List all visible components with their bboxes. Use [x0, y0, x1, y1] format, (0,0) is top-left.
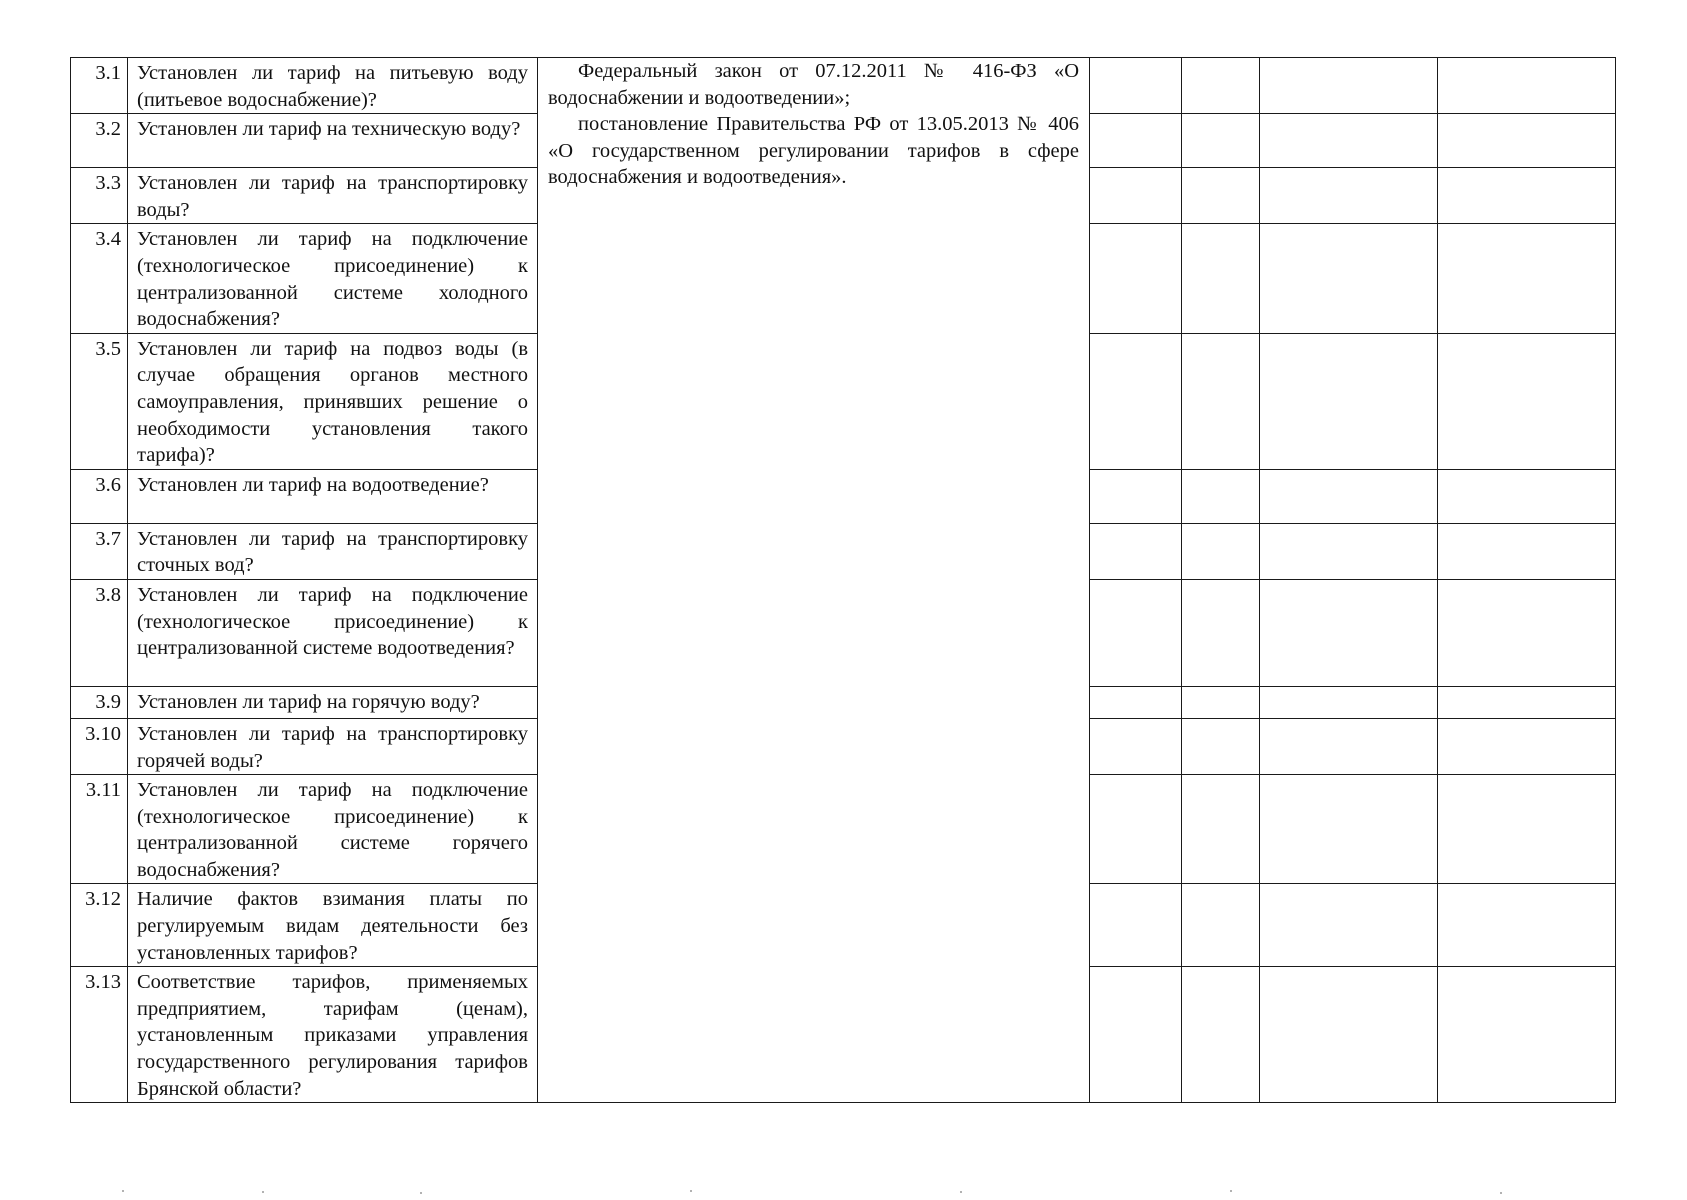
answer-cell	[1182, 775, 1260, 884]
answer-cell	[1438, 114, 1616, 168]
row-number: 3.5	[71, 333, 128, 469]
answer-cell	[1090, 967, 1182, 1103]
answer-cell	[1182, 686, 1260, 718]
answer-cell	[1438, 718, 1616, 774]
answer-cell	[1090, 224, 1182, 333]
answer-cell	[1260, 686, 1438, 718]
answer-cell	[1090, 884, 1182, 967]
row-question	[128, 114, 538, 168]
answer-cell	[1090, 58, 1182, 114]
answer-cell	[1260, 884, 1438, 967]
row-question-text: Установлен ли тариф на водоотведение?	[137, 473, 489, 496]
row-number: 3.8	[71, 579, 128, 686]
answer-cell	[1438, 58, 1616, 114]
row-question	[128, 686, 538, 718]
answer-cell	[1182, 523, 1260, 579]
answer-cell	[1182, 224, 1260, 333]
row-question-text: Наличие фактов взимания платы по регулируемым видам деятельности без установленных тарифов?	[137, 888, 528, 964]
row-question-text: Установлен ли тариф на подключение (технологическое присоединение) к централизованной системе водоотведения?	[137, 583, 528, 660]
scan-speck	[1230, 1190, 1232, 1192]
answer-cell	[1438, 333, 1616, 469]
row-question	[128, 967, 538, 1103]
row-number: 3.10	[71, 718, 128, 774]
scan-speck	[690, 1190, 692, 1192]
row-question	[128, 884, 538, 967]
scan-speck	[420, 1192, 422, 1194]
answer-cell	[1260, 224, 1438, 333]
row-number: 3.12	[71, 884, 128, 967]
legal-basis-paragraph: постановление Правительства РФ от 13.05.2013 № 406 «О государственном регулировании тарифов в сфере водоснабжения и водоотведения».	[548, 113, 1079, 189]
row-number: 3.9	[71, 686, 128, 718]
answer-cell	[1090, 168, 1182, 224]
row-question-text: Установлен ли тариф на горячую воду?	[137, 690, 480, 713]
checklist-table	[70, 57, 1616, 1103]
answer-cell	[1260, 718, 1438, 774]
answer-cell	[1182, 58, 1260, 114]
row-question	[128, 775, 538, 884]
answer-cell	[1090, 523, 1182, 579]
row-number: 3.13	[71, 967, 128, 1103]
row-question-text: Соответствие тарифов, применяемых предприятием, тарифам (ценам), установленным приказами управления государственного регулирования тарифов Брянской области?	[137, 971, 528, 1100]
answer-cell	[1090, 333, 1182, 469]
answer-cell	[1438, 686, 1616, 718]
row-number: 3.6	[71, 469, 128, 523]
scan-speck	[1500, 1192, 1502, 1194]
answer-cell	[1260, 469, 1438, 523]
answer-cell	[1260, 168, 1438, 224]
row-number: 3.11	[71, 775, 128, 884]
answer-cell	[1090, 718, 1182, 774]
answer-cell	[1090, 579, 1182, 686]
answer-cell	[1260, 333, 1438, 469]
legal-basis-paragraph: Федеральный закон от 07.12.2011 № 416-ФЗ «О водоснабжении и водоотведении»;	[548, 60, 1079, 109]
scan-speck	[122, 1190, 124, 1192]
answer-cell	[1182, 884, 1260, 967]
row-number: 3.4	[71, 224, 128, 333]
row-question	[128, 333, 538, 469]
answer-cell	[1090, 114, 1182, 168]
answer-cell	[1182, 168, 1260, 224]
scan-speck	[262, 1191, 264, 1193]
answer-cell	[1438, 224, 1616, 333]
answer-cell	[1182, 114, 1260, 168]
row-question-text: Установлен ли тариф на транспортировку сточных вод?	[137, 527, 528, 577]
row-question	[128, 523, 538, 579]
row-question	[128, 168, 538, 224]
row-question-text: Установлен ли тариф на транспортировку воды?	[137, 172, 528, 221]
answer-cell	[1182, 333, 1260, 469]
row-question-text: Установлен ли тариф на техническую воду?	[137, 118, 521, 141]
table-row	[71, 58, 1616, 114]
row-question-text: Установлен ли тариф на транспортировку горячей воды?	[137, 722, 528, 772]
row-question	[128, 58, 538, 114]
legal-basis-cell	[538, 58, 1090, 1103]
row-question-text: Установлен ли тариф на питьевую воду (питьевое водоснабжение)?	[137, 62, 528, 111]
scan-speck	[960, 1191, 962, 1193]
answer-cell	[1438, 884, 1616, 967]
row-question	[128, 579, 538, 686]
answer-cell	[1182, 967, 1260, 1103]
answer-cell	[1438, 469, 1616, 523]
answer-cell	[1438, 775, 1616, 884]
answer-cell	[1438, 168, 1616, 224]
answer-cell	[1260, 967, 1438, 1103]
row-question-text: Установлен ли тариф на подвоз воды (в случае обращения органов местного самоуправления, принявших решение о необходимости установления такого тарифа)?	[137, 337, 528, 467]
answer-cell	[1260, 775, 1438, 884]
answer-cell	[1090, 686, 1182, 718]
answer-cell	[1260, 58, 1438, 114]
row-question	[128, 718, 538, 774]
row-number: 3.2	[71, 114, 128, 168]
row-question	[128, 469, 538, 523]
answer-cell	[1260, 114, 1438, 168]
answer-cell	[1090, 775, 1182, 884]
answer-cell	[1260, 523, 1438, 579]
answer-cell	[1182, 579, 1260, 686]
row-question-text: Установлен ли тариф на подключение (технологическое присоединение) к централизованной системе горячего водоснабжения?	[137, 779, 528, 881]
answer-cell	[1438, 523, 1616, 579]
answer-cell	[1182, 469, 1260, 523]
answer-cell	[1438, 579, 1616, 686]
row-number: 3.3	[71, 168, 128, 224]
answer-cell	[1260, 579, 1438, 686]
row-question	[128, 224, 538, 333]
row-number: 3.7	[71, 523, 128, 579]
row-number: 3.1	[71, 58, 128, 114]
answer-cell	[1438, 967, 1616, 1103]
answer-cell	[1182, 718, 1260, 774]
answer-cell	[1090, 469, 1182, 523]
row-question-text: Установлен ли тариф на подключение (технологическое присоединение) к централизованной системе холодного водоснабжения?	[137, 228, 528, 331]
